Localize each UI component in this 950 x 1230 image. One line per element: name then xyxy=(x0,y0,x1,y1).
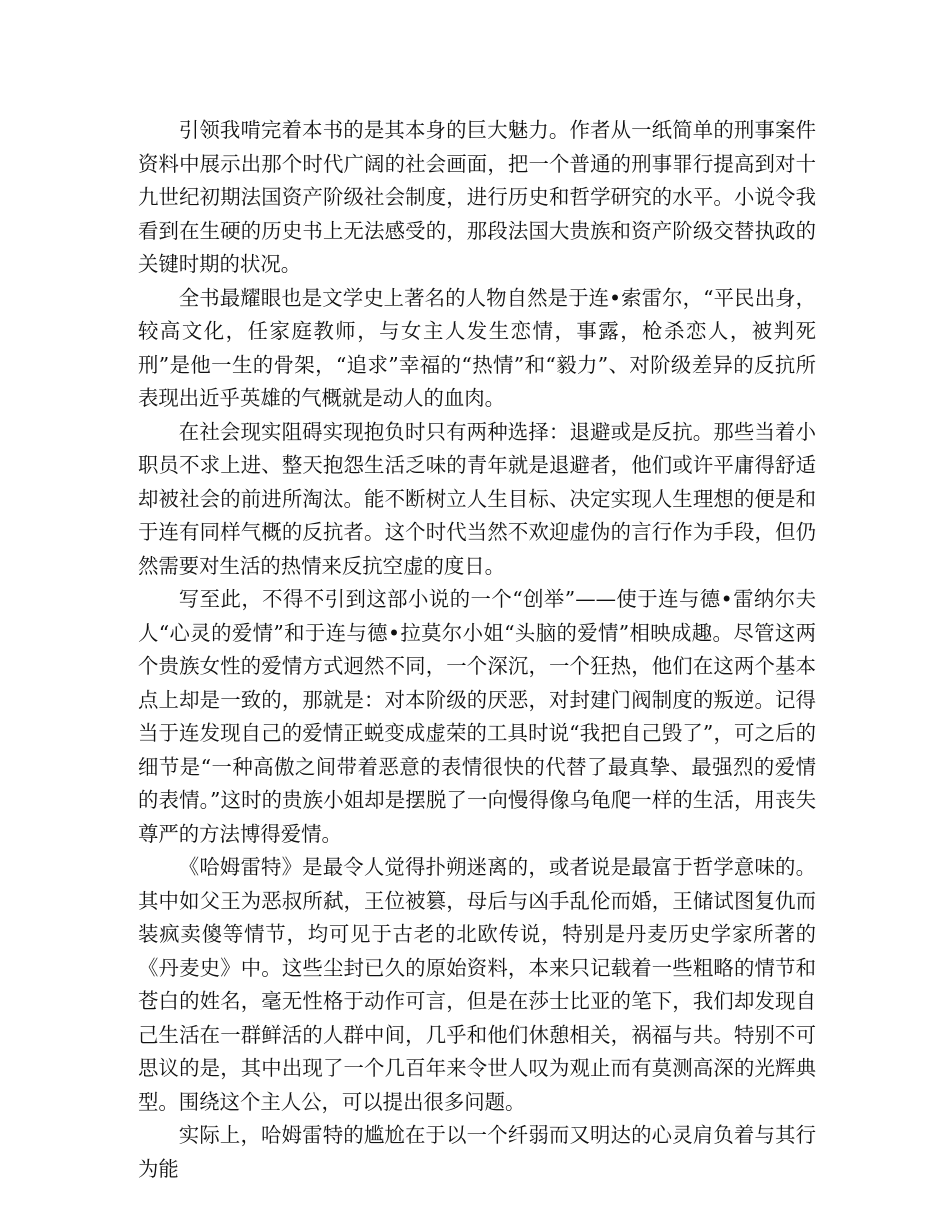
paragraph: 实际上，哈姆雷特的尴尬在于以一个纤弱而又明达的心灵肩负着与其行为能 xyxy=(138,1123,816,1181)
paragraph: 写至此，不得不引到这部小说的一个“创举”——使于连与德•雷纳尔夫人“心灵的爱情”和于连与德•拉莫尔小姐“头脑的爱情”相映成趣。尽管这两个贵族女性的爱情方式迥然不同，一个深沉，一个狂热，他们在这两个基本点上却是一致的，那就是：对本阶级的厌恶，对封建门阀制度的叛逆。记得当于连发现自己的爱情正蜕变成虚荣的工具时说“我把自己毁了”，可之后的细节是“一种高傲之间带着恶意的表情很快的代替了最真挚、最强烈的爱情的表情。”这时的贵族小姐却是摆脱了一向慢得像乌龟爬一样的生活，用丧失尊严的方法博得爱情。 xyxy=(138,587,816,846)
paragraph: 引领我啃完着本书的是其本身的巨大魅力。作者从一纸简单的刑事案件资料中展示出那个时代广阔的社会画面，把一个普通的刑事罪行提高到对十九世纪初期法国资产阶级社会制度，进行历史和哲学研究的水平。小说令我看到在生硬的历史书上无法感受的，那段法国大贵族和资产阶级交替执政的关键时期的状况。 xyxy=(138,118,816,276)
paragraph: 全书最耀眼也是文学史上著名的人物自然是于连•索雷尔，“平民出身，较高文化，任家庭教师，与女主人发生恋情，事露，枪杀恋人，被判死刑”是他一生的骨架，“追求”幸福的“热情”和“毅力”、对阶级差异的反抗所表现出近乎英雄的气概就是动人的血肉。 xyxy=(138,285,816,410)
paragraph: 《哈姆雷特》是最令人觉得扑朔迷离的，或者说是最富于哲学意味的。其中如父王为恶叔所弑，王位被篡，母后与凶手乱伦而婚，王储试图复仇而装疯卖傻等情节，均可见于古老的北欧传说，特别是丹麦历史学家所著的《丹麦史》中。这些尘封已久的原始资料，本来只记载着一些粗略的情节和苍白的姓名，毫无性格于动作可言，但是在莎士比亚的笔下，我们却发现自己生活在一群鲜活的人群中间，几乎和他们休憩相关，祸福与共。特别不可思议的是，其中出现了一个几百年来令世人叹为观止而有莫测高深的光辉典型。围绕这个主人公，可以提出很多问题。 xyxy=(138,855,816,1114)
document-body xyxy=(138,114,816,1186)
paragraph: 在社会现实阻碍实现抱负时只有两种选择：退避或是反抗。那些当着小职员不求上进、整天抱怨生活乏味的青年就是退避者，他们或许平庸得舒适却被社会的前进所淘汰。能不断树立人生目标、决定实现人生理想的便是和于连有同样气概的反抗者。这个时代当然不欢迎虚伪的言行作为手段，但仍然需要对生活的热情来反抗空虚的度日。 xyxy=(138,419,816,578)
